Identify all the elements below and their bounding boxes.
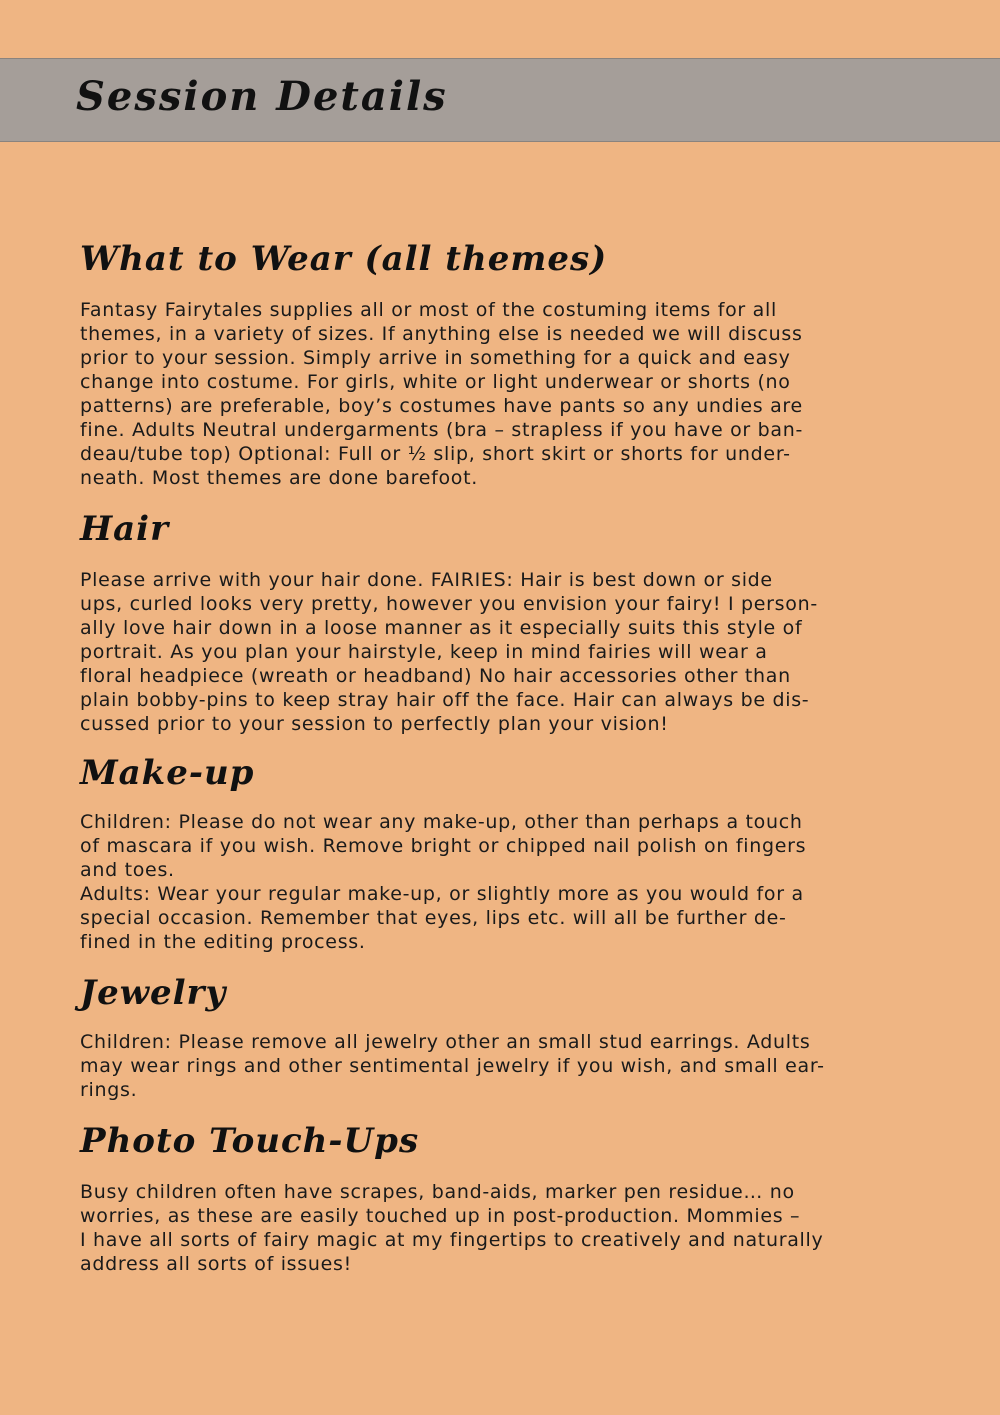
- section-body: Children: Please remove all jewelry other an small stud earrings. Adults may wear rings and other sentimental jewelry if you wish, and small ear- rings.: [80, 1031, 825, 1101]
- section-heading: What to Wear (all themes): [80, 239, 608, 279]
- section-make-up: [80, 746, 930, 954]
- section-what-to-wear: [80, 232, 930, 490]
- section-hair: [80, 502, 930, 736]
- section-body: Busy children often have scrapes, band-aids, marker pen residue… no worries, as these are easily touched up in post-production. Mommies – I have all sorts of fairy magic at my fingertips to creatively and naturally address all sorts of issues!: [80, 1181, 824, 1275]
- section-body: Please arrive with your hair done. FAIRIES: Hair is best down or side ups, curled looks very pretty, however you envision your fairy! I person- ally love hair down in a loose manner as it especially suits this style of portrait. As you plan your hairstyle, keep in mind fairies will wear a floral headpiece (wreath or headband) No hair accessories other than plain bobby-pins to keep stray hair off the face. Hair can always be dis- cussed prior to your session to perfectly plan your vision!: [80, 569, 818, 735]
- section-heading: Jewelry: [80, 973, 227, 1013]
- section-jewelry: [80, 966, 930, 1102]
- section-heading: Hair: [80, 509, 169, 549]
- section-photo-touch-ups: [80, 1114, 930, 1276]
- section-body: Children: Please do not wear any make-up, other than perhaps a touch of mascara if you wish. Remove bright or chipped nail polish on fingers and toes. Adults: Wear your regular make-up, or slightly more as you would for a special occasion. Remember that eyes, lips etc. will all be further de- fined in the editing process.: [80, 811, 807, 953]
- section-heading: Photo Touch-Ups: [80, 1121, 420, 1161]
- header-band: [0, 58, 1000, 142]
- section-body: Fantasy Fairytales supplies all or most of the costuming items for all themes, in a variety of sizes. If anything else is needed we will discuss prior to your session. Simply arrive in something for a quick and easy change into costume. For girls, white or light underwear or shorts (no patterns) are preferable, boy’s costumes have pants so any undies are fine. Adults Neutral undergarments (bra – strapless if you have or ban- deau/tube top) Optional: Full or ½ slip, short skirt or shorts for under- neath. Most themes are done barefoot.: [80, 299, 804, 489]
- page-title: Session Details: [76, 73, 448, 120]
- content: [80, 232, 930, 1276]
- section-heading: Make-up: [80, 753, 255, 793]
